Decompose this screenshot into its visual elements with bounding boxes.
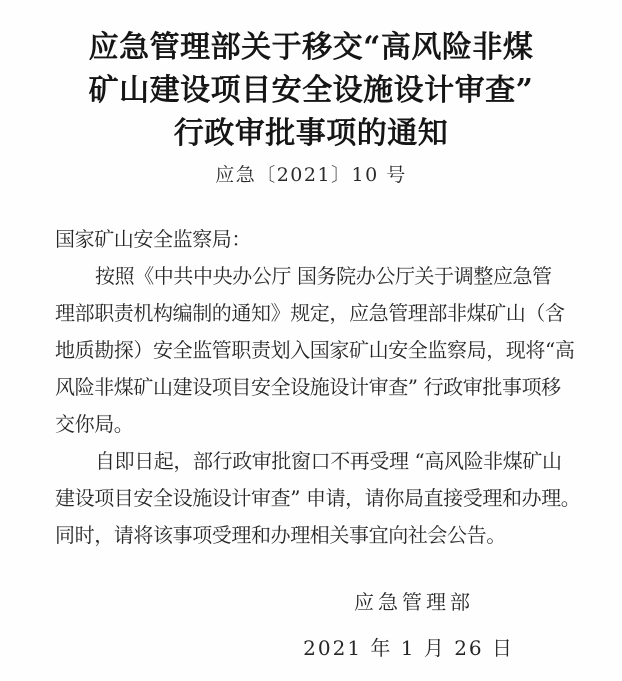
body-line: 交你局。	[55, 412, 134, 436]
body-line: 建设项目安全设施设计审查” 申请，请你局直接受理和办理。	[55, 486, 581, 510]
body-line: 自即日起，部行政审批窗口不再受理 “高风险非煤矿山	[95, 449, 562, 473]
body-line: 理部职责机构编制的通知》规定，应急管理部非煤矿山（含	[55, 301, 565, 325]
document-title	[0, 0, 622, 155]
body-line: 地质勘探）安全监管职责划入国家矿山安全监察局，现将“高	[55, 338, 575, 362]
body-line: 同时，请将该事项受理和办理相关事宜向社会公告。	[55, 523, 506, 547]
document-body	[55, 221, 581, 554]
title-line-2: 矿山建设项目安全设施设计审查”	[88, 73, 534, 108]
salutation: 国家矿山安全监察局：	[55, 227, 251, 251]
body-line: 风险非煤矿山建设项目安全设施设计审查” 行政审批事项移	[55, 375, 561, 399]
title-line-1: 应急管理部关于移交“高风险非煤	[88, 30, 534, 65]
signature-name: 应急管理部	[354, 590, 474, 614]
signature-block	[0, 586, 622, 661]
body-line: 按照《中共中央办公厅 国务院办公厅关于调整应急管	[95, 264, 552, 288]
title-line-3: 行政审批事项的通知	[173, 116, 449, 151]
signature-date: 2021 年 1 月 26 日	[303, 636, 514, 660]
document-number: 应急〔2021〕10 号	[215, 164, 407, 186]
